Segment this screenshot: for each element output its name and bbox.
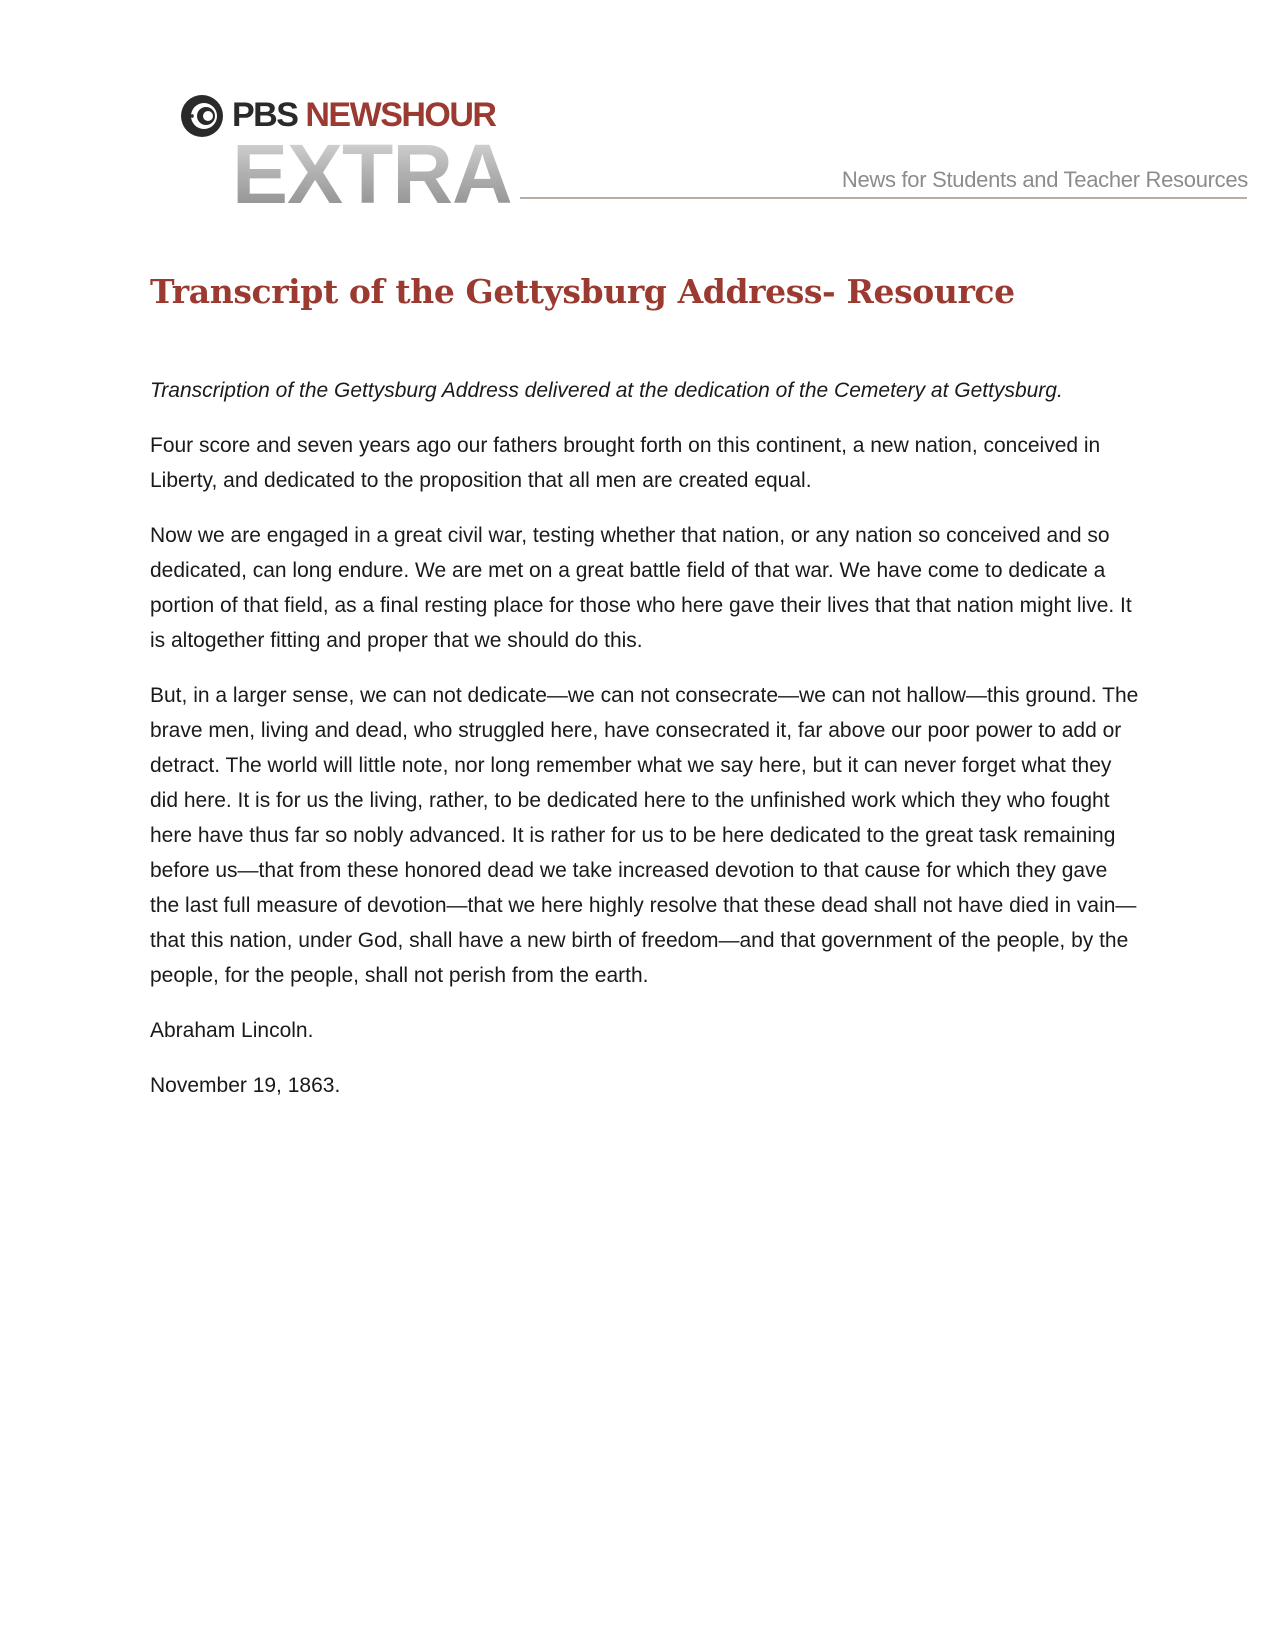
paragraph-1: Four score and seven years ago our fathers brought forth on this continent, a new nation, conceived in Liberty, and dedicated to the proposition that all men are created equal. bbox=[150, 434, 1101, 492]
brand-pbs: PBS bbox=[232, 96, 298, 134]
paragraph-2: Now we are engaged in a great civil war, testing whether that nation, or any nation so conceived and so dedicated, can long endure. We are met on a great battle field of that war. We have come to dedicate a portion of that field, as a final resting place for those who here gave their lives that that nation might live. It is altogether fitting and proper that we should do this. bbox=[150, 524, 1132, 652]
header-divider bbox=[520, 197, 1247, 199]
paragraph-3: But, in a larger sense, we can not dedicate—we can not consecrate—we can not hallow—this ground. The brave men, living and dead, who struggled here, have consecrated it, far above our poor power to add or detract. The world will little note, nor long remember what we say here, but it can never forget what they did here. It is for us the living, rather, to be dedicated here to the unfinished work which they who fought here have thus far so nobly advanced. It is rather for us to be here dedicated to the great task remaining before us—that from these honored dead we take increased devotion to that cause for which they gave the last full measure of devotion—that we here highly resolve that these dead shall not have died in vain—that this nation, under God, shall have a new birth of freedom—and that government of the people, by the people, for the people, shall not perish from the earth. bbox=[150, 684, 1139, 987]
brand-newshour: NEWSHOUR bbox=[305, 96, 496, 134]
signature: Abraham Lincoln. bbox=[150, 1019, 314, 1042]
date: November 19, 1863. bbox=[150, 1074, 341, 1097]
page-title: Transcript of the Gettysburg Address- Resource bbox=[150, 272, 1015, 311]
intro-text: Transcription of the Gettysburg Address delivered at the dedication of the Cemetery at Gettysburg. bbox=[150, 379, 1063, 402]
pbs-head-icon bbox=[180, 94, 224, 138]
brand-extra: EXTRA bbox=[232, 127, 512, 221]
pbs-newshour-extra-logo bbox=[180, 92, 512, 221]
document-body bbox=[150, 268, 1140, 1103]
page-header bbox=[0, 0, 1275, 220]
header-tagline: News for Students and Teacher Resources bbox=[841, 167, 1248, 192]
